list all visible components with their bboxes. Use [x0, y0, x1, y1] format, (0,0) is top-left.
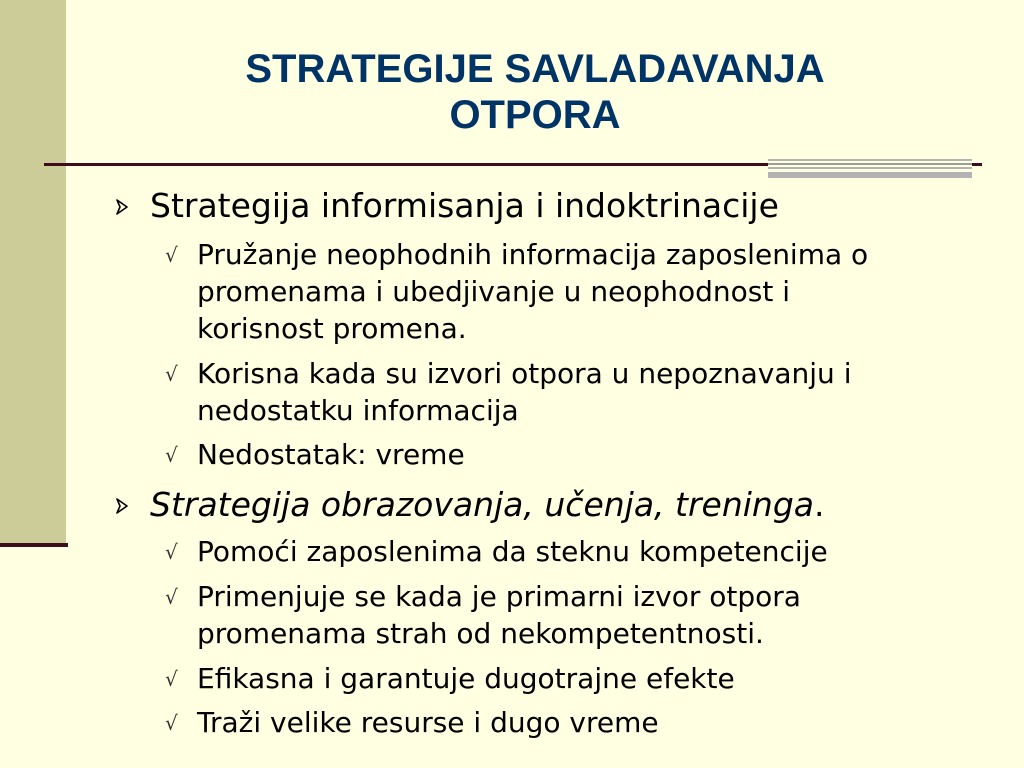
side-band — [0, 0, 66, 545]
bullet-level2-continued — [197, 310, 937, 347]
bullet-level2 — [165, 436, 937, 473]
arrowhead-bullet-icon — [112, 197, 132, 217]
check-root-bullet-icon: √ — [165, 585, 178, 609]
bullet-level2 — [165, 660, 937, 697]
section2-heading: Strategija obrazovanja, učenja, treninga — [150, 485, 815, 524]
bullet-level1 — [150, 186, 779, 226]
check-root-bullet-icon: √ — [165, 711, 178, 735]
section1-item: Nedostatak: vreme — [197, 438, 465, 471]
check-root-bullet-icon: √ — [165, 243, 178, 267]
section1-item: Korisna kada su izvori otpora u nepoznavanju i — [197, 357, 852, 390]
section2-item: Traži velike resurse i dugo vreme — [197, 706, 659, 739]
bullet-level2 — [165, 578, 937, 615]
bullet-level2 — [165, 355, 937, 392]
check-root-bullet-icon: √ — [165, 540, 178, 564]
section1-item: korisnost promena. — [197, 312, 467, 345]
title-divider-accent — [768, 159, 972, 178]
section2-heading-period: . — [814, 485, 825, 524]
bullet-level1 — [150, 485, 825, 525]
section1-heading: Strategija informisanja i indoktrinacije — [150, 186, 779, 225]
slide-title — [100, 46, 970, 138]
section2-item: Primenjuje se kada je primarni izvor otpora — [197, 580, 801, 613]
bullet-level2 — [165, 704, 937, 741]
bullet-level2 — [165, 236, 937, 273]
section2-item: promenama strah od nekompetentnosti. — [197, 617, 764, 650]
section2-item: Pomoći zaposlenima da steknu kompetencije — [197, 535, 828, 568]
arrowhead-bullet-icon — [112, 496, 132, 516]
check-root-bullet-icon: √ — [165, 443, 178, 467]
slide-title-line-2: OTPORA — [449, 93, 621, 137]
section1-item: nedostatku informacija — [197, 394, 519, 427]
check-root-bullet-icon: √ — [165, 667, 178, 691]
side-band-rule — [0, 543, 68, 547]
bullet-level2-continued — [197, 392, 937, 429]
section2-item: Efikasna i garantuje dugotrajne efekte — [197, 662, 735, 695]
section1-item: promenama i ubedjivanje u neophodnost i — [197, 275, 790, 308]
bullet-level2 — [165, 533, 937, 570]
bullet-level2-continued — [197, 615, 937, 652]
slide-title-line-1: STRATEGIJE SAVLADAVANJA — [245, 47, 825, 91]
bullet-level2-continued — [197, 273, 937, 310]
section1-item: Pružanje neophodnih informacija zaposlenima o — [197, 238, 869, 271]
check-root-bullet-icon: √ — [165, 362, 178, 386]
